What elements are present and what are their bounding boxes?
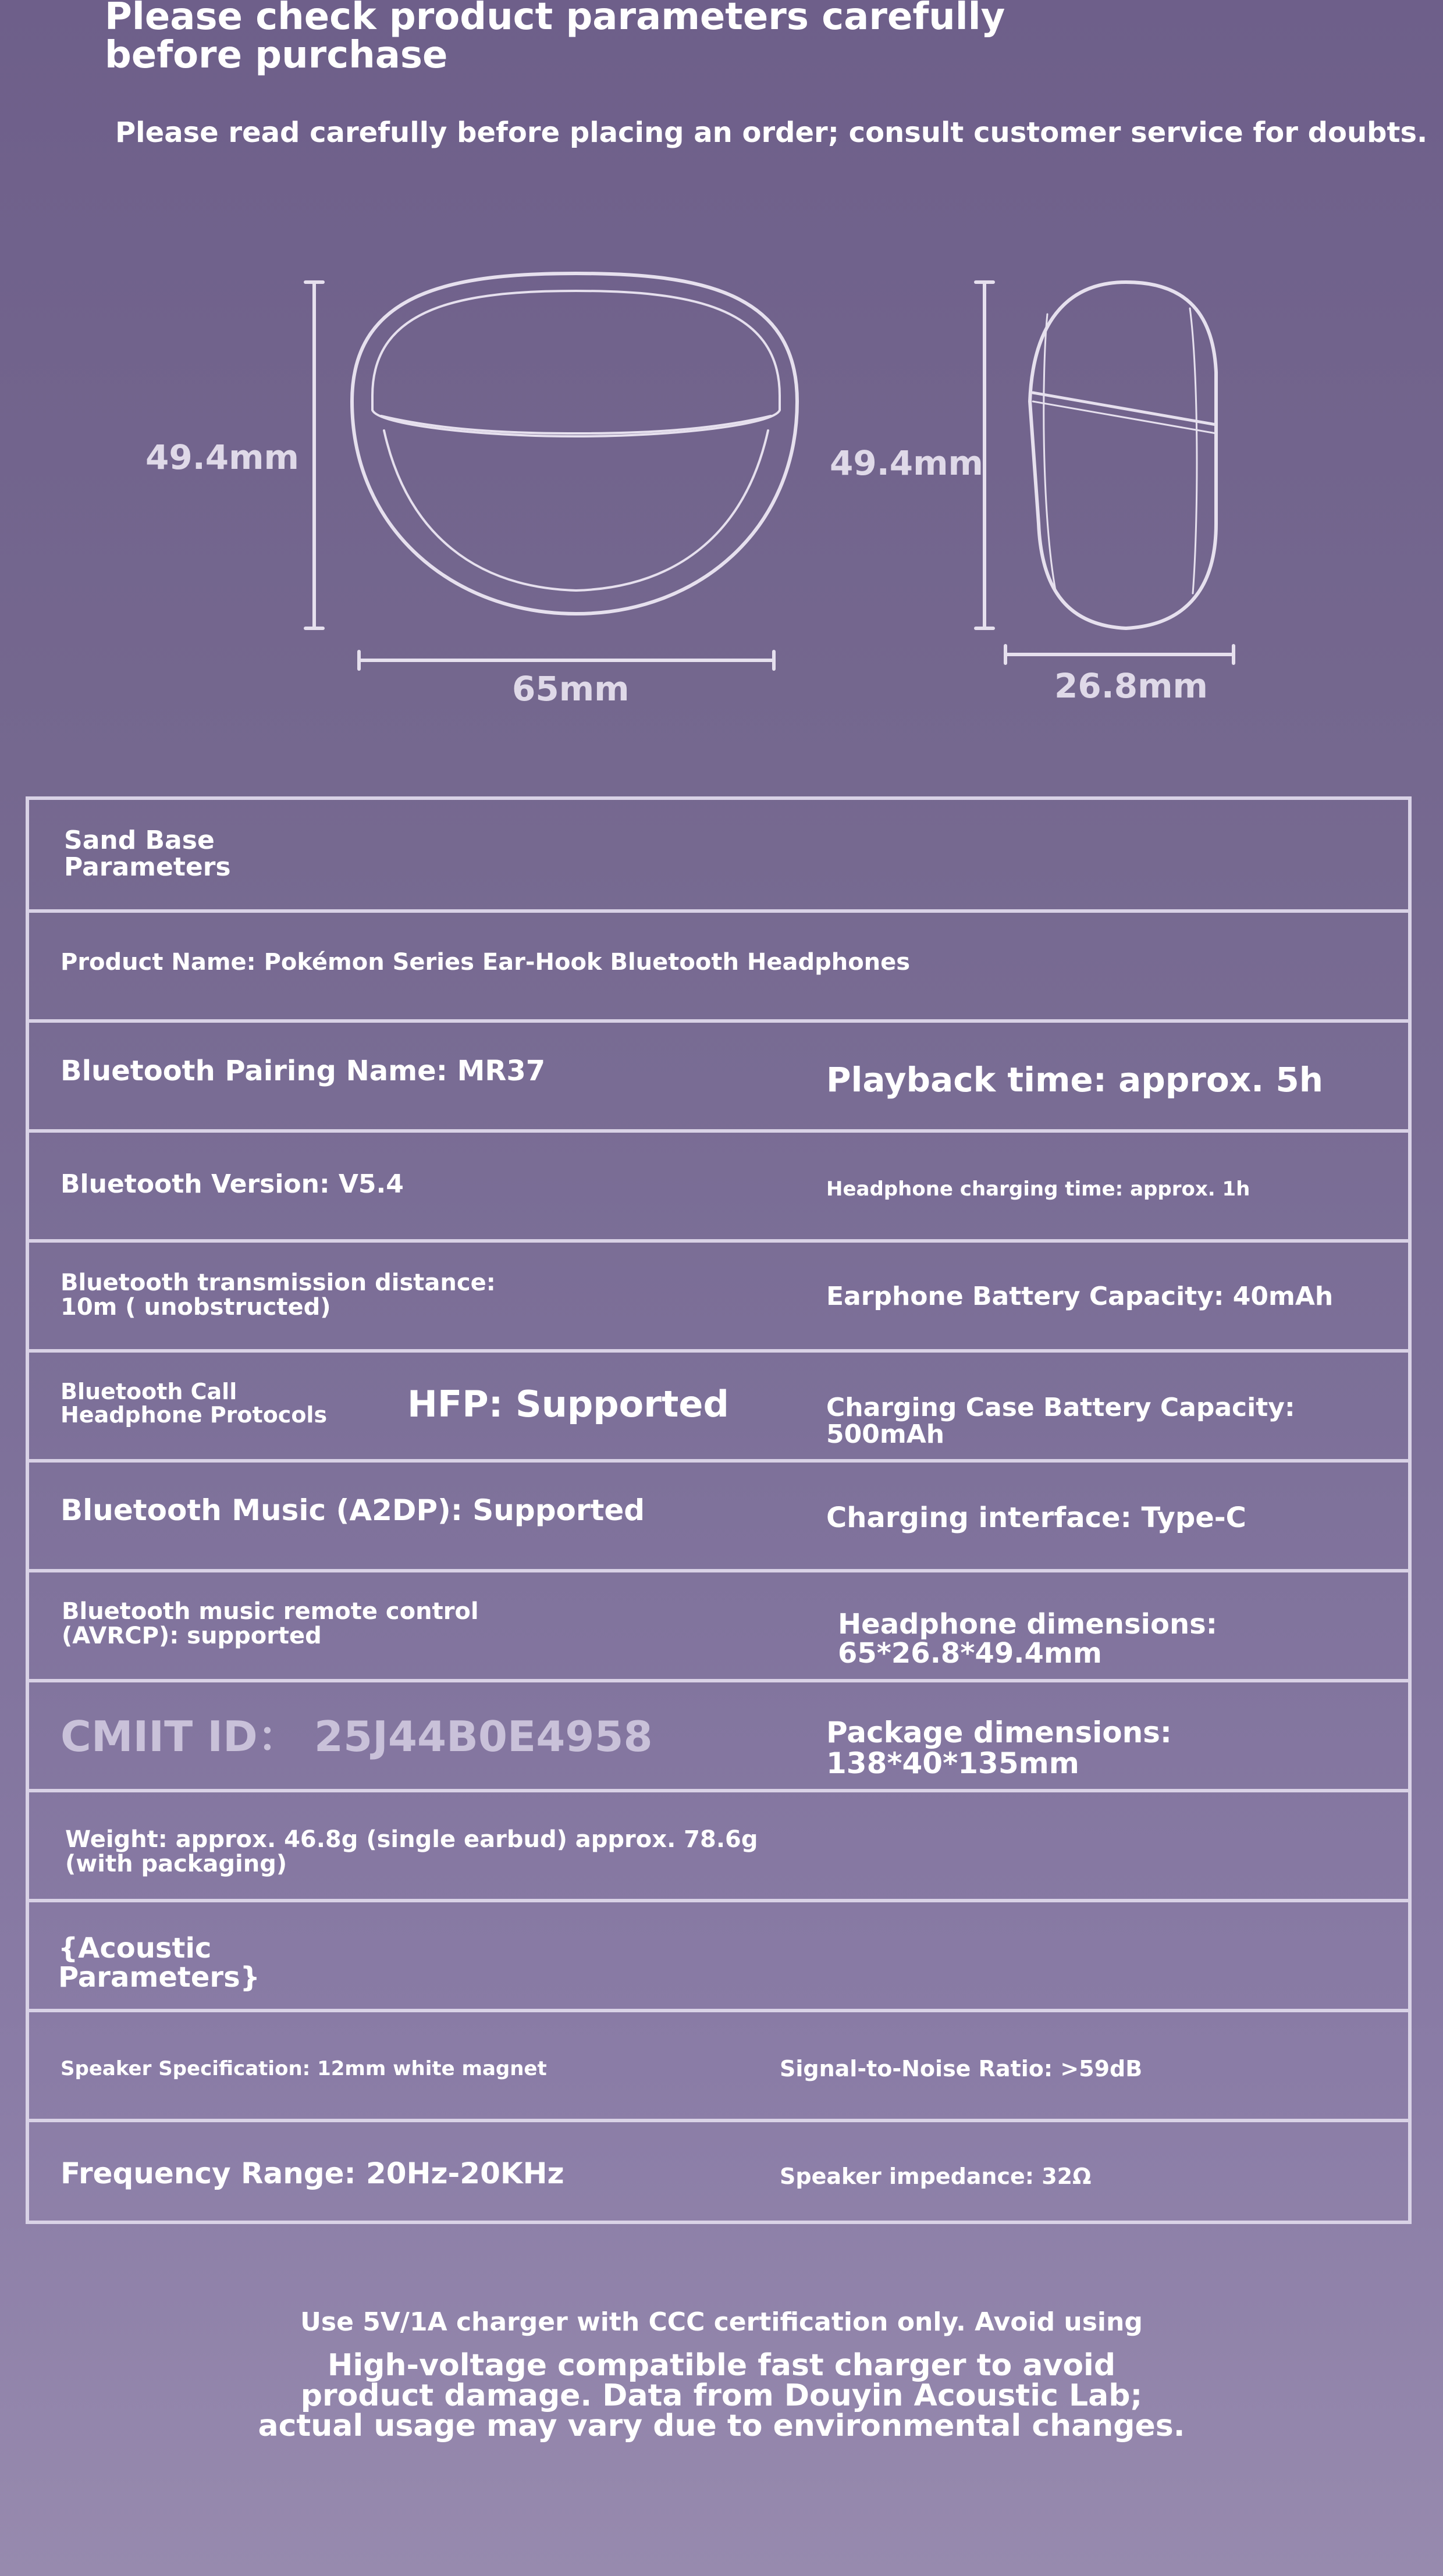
package-dimensions: Package dimensions: 138*40*135mm [826, 1716, 1172, 1780]
hfp-support: HFP: Supported [407, 1383, 729, 1425]
table-row [29, 1679, 1408, 1789]
charging-interface: Charging interface: Type-C [826, 1502, 1246, 1534]
call-protocols-label: Bluetooth Call Headphone Protocols [61, 1379, 328, 1428]
page-subtitle: Please read carefully before placing an order; consult customer service for doubts. [115, 116, 1428, 149]
section-basic-parameters: Sand Base Parameters [64, 826, 231, 883]
transmission-distance: Bluetooth transmission distance: 10m ( unobstructed) [61, 1269, 496, 1321]
page-title: Please check product parameters carefully before purchase [105, 0, 1005, 77]
front-height-label: 49.4mm [145, 437, 299, 477]
bluetooth-version: Bluetooth Version: V5.4 [61, 1169, 404, 1199]
footer-note-line1: Use 5V/1A charger with CCC certification only. Avoid using [300, 2307, 1143, 2337]
earphone-battery: Earphone Battery Capacity: 40mAh [826, 1282, 1334, 1311]
table-row [29, 1239, 1408, 1349]
product-name: Product Name: Pokémon Series Ear-Hook Bluetooth Headphones [61, 949, 911, 976]
speaker-specification: Speaker Specification: 12mm white magnet [61, 2057, 547, 2080]
footer-note-line2: High-voltage compatible fast charger to avoid product damage. Data from Douyin Acoustic Lab; actual usage may vary due to environmental changes. [258, 2348, 1185, 2443]
table-row [29, 1349, 1408, 1459]
pairing-name: Bluetooth Pairing Name: MR37 [61, 1055, 546, 1087]
table-row [29, 1129, 1408, 1239]
side-depth-label: 26.8mm [1054, 666, 1208, 706]
table-row [29, 800, 1408, 909]
table-row [29, 1899, 1408, 2009]
table-row [29, 1019, 1408, 1129]
headphone-dimensions: Headphone dimensions: 65*26.8*49.4mm [838, 1608, 1217, 1670]
table-row [29, 2009, 1408, 2119]
section-acoustic-parameters: {Acoustic Parameters} [58, 1932, 260, 1994]
weight: Weight: approx. 46.8g (single earbud) approx. 78.6g (with packaging) [65, 1826, 758, 1877]
side-height-label: 49.4mm [830, 443, 983, 483]
frequency-range: Frequency Range: 20Hz-20KHz [61, 2157, 564, 2190]
case-battery: Charging Case Battery Capacity: 500mAh [826, 1393, 1295, 1450]
front-width-label: 65mm [512, 669, 630, 709]
product-dimension-diagram [0, 256, 1443, 721]
avrcp-support: Bluetooth music remote control (AVRCP): supported [62, 1598, 479, 1649]
cmiit-id: CMIIT ID： 25J44B0E4958 [61, 1712, 653, 1761]
playback-time: Playback time: approx. 5h [826, 1060, 1324, 1100]
spec-table [26, 796, 1412, 2224]
table-row [29, 1569, 1408, 1679]
signal-to-noise-ratio: Signal-to-Noise Ratio: >59dB [780, 2056, 1143, 2082]
table-row [29, 909, 1408, 1019]
table-row [29, 1789, 1408, 1899]
table-row [29, 1459, 1408, 1569]
charging-time: Headphone charging time: approx. 1h [826, 1177, 1250, 1201]
table-row [29, 2119, 1408, 2224]
speaker-impedance: Speaker impedance: 32Ω [780, 2164, 1092, 2189]
a2dp-support: Bluetooth Music (A2DP): Supported [61, 1493, 645, 1527]
